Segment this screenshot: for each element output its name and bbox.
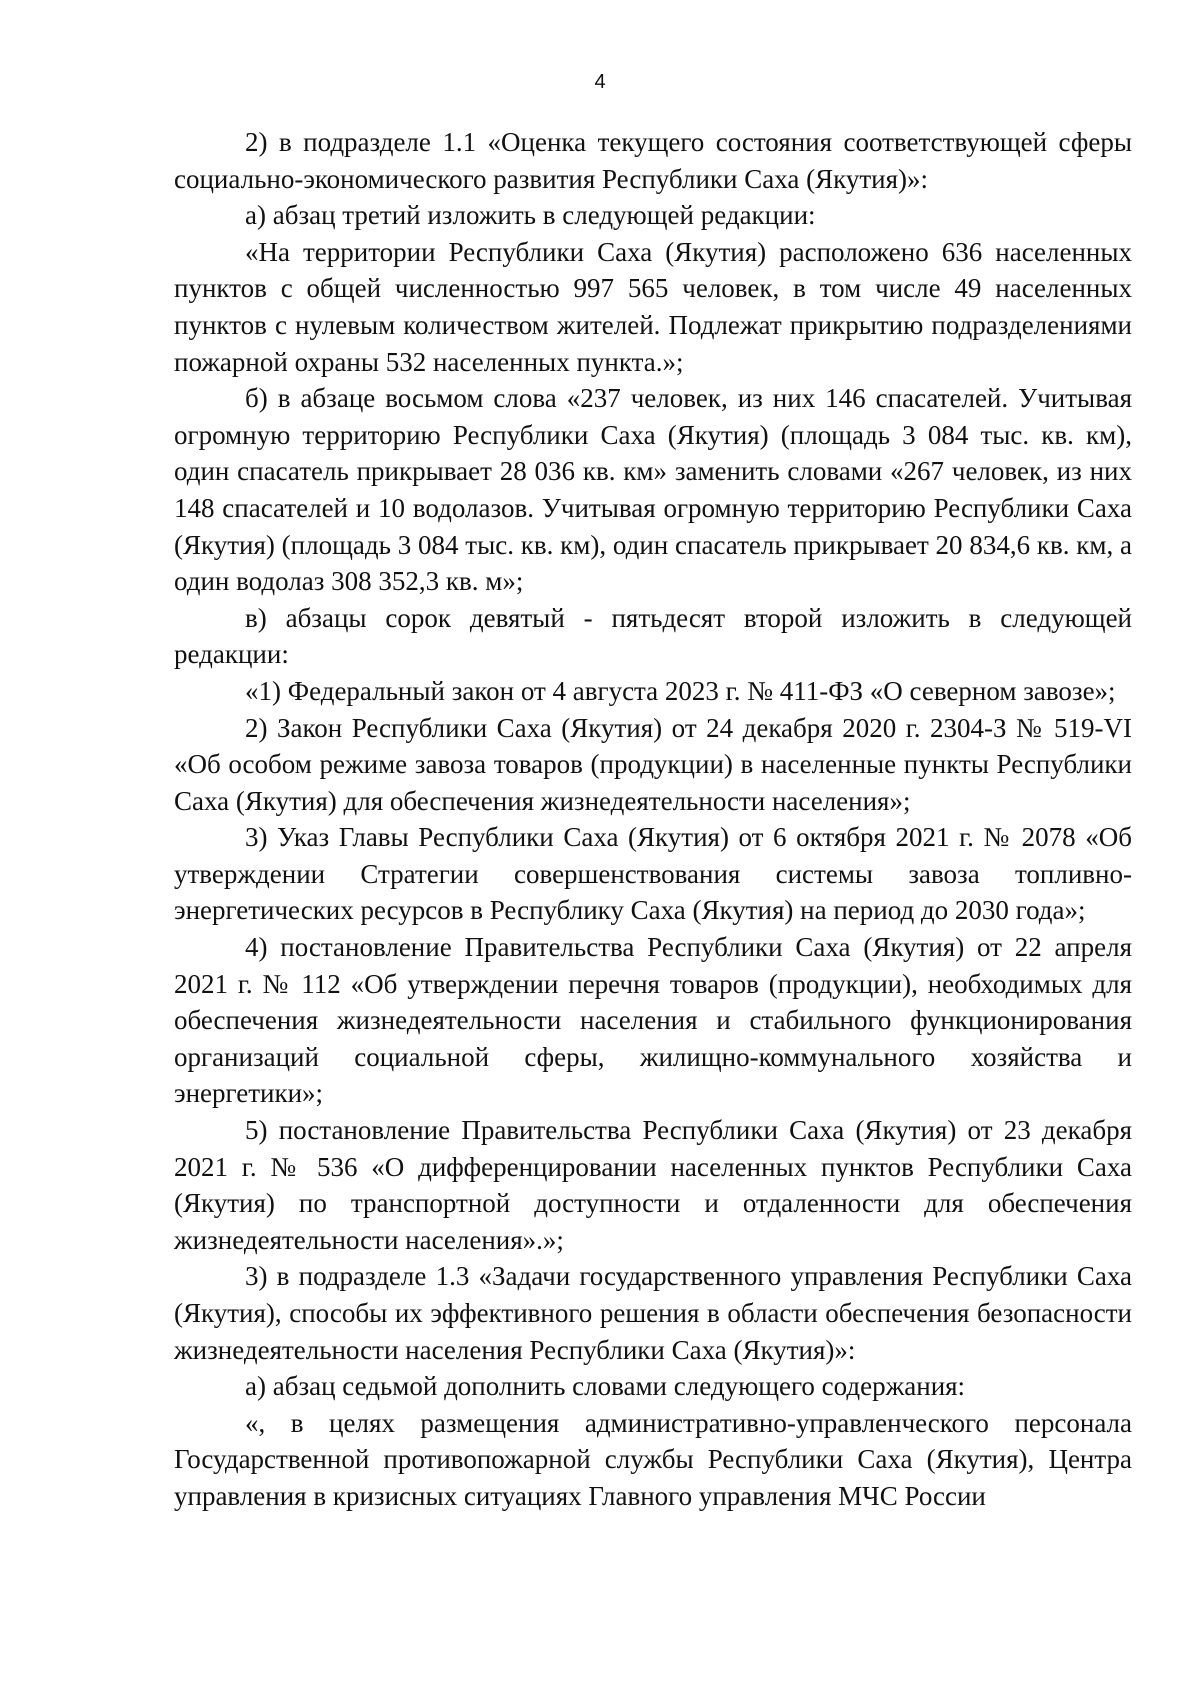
paragraph: б) в абзаце восьмом слова «237 человек, из них 146 спасателей. Учитывая огромную территорию Республики Саха (Якутия) (площадь 3 084 тыс. кв. км), один спасатель прикрывает 28 036 кв. км» заменить словами «267 человек, из них 148 спасателей и 10 водолазов. Учитывая огромную территорию Республики Саха (Якутия) (площадь 3 084 тыс. кв. км), один спасатель прикрывает 20 834,6 кв. км, а один водолаз 308 352,3 кв. м»; [174, 383, 1132, 597]
paragraph: 3) Указ Главы Республики Саха (Якутия) от 6 октября 2021 г. № 2078 «Об утверждении Стратегии совершенствования системы завоза топливно-энергетических ресурсов в Республику Саха (Якутия) на период до 2030 года»; [174, 822, 1132, 926]
paragraph: 2) в подразделе 1.1 «Оценка текущего состояния соответствующей сферы социально-экономического развития Республики Саха (Якутия)»: [174, 127, 1132, 194]
paragraph: 2) Закон Республики Саха (Якутия) от 24 декабря 2020 г. 2304-З № 519-VI «Об особом режиме завоза товаров (продукции) в населенные пункты Республики Саха (Якутия) для обеспечения жизнедеятельности населения»; [174, 712, 1132, 816]
paragraph: 5) постановление Правительства Республики Саха (Якутия) от 23 декабря 2021 г. № 536 «О дифференцировании населенных пунктов Республики Саха (Якутия) по транспортной доступности и отдаленности для обеспечения жизнедеятельности населения».»; [174, 1115, 1132, 1255]
paragraph: 3) в подразделе 1.3 «Задачи государственного управления Республики Саха (Якутия), способы их эффективного решения в области обеспечения безопасности жизнедеятельности населения Республики Саха (Якутия)»: [174, 1261, 1132, 1365]
paragraph: «, в целях размещения административно-управленческого персонала Государственной противопожарной службы Республики Саха (Якутия), Центра управления в кризисных ситуациях Главного управления МЧС России [174, 1407, 1132, 1511]
paragraph: а) абзац третий изложить в следующей редакции: [245, 200, 816, 231]
paragraph: «На территории Республики Саха (Якутия) расположено 636 населенных пунктов с общей численностью 997 565 человек, в том числе 49 населенных пунктов с нулевым количеством жителей. Подлежат прикрытию подразделениями пожарной охраны 532 населенных пункта.»; [174, 236, 1132, 377]
paragraph: «1) Федеральный закон от 4 августа 2023 г. № 411-ФЗ «О северном завозе»; [245, 675, 1116, 706]
paragraph: в) абзацы сорок девятый - пятьдесят второй изложить в следующей редакции: [174, 602, 1132, 670]
paragraph: а) абзац седьмой дополнить словами следующего содержания: [245, 1371, 966, 1402]
paragraph: 4) постановление Правительства Республики Саха (Якутия) от 22 апреля 2021 г. № 112 «Об утверждении перечня товаров (продукции), необходимых для обеспечения жизнедеятельности населения и стабильного функционирования организаций социальной сферы, жилищно-коммунального хозяйства и энергетики»; [174, 932, 1132, 1109]
page-number: 4 [594, 71, 606, 93]
document-body [174, 124, 1132, 1515]
